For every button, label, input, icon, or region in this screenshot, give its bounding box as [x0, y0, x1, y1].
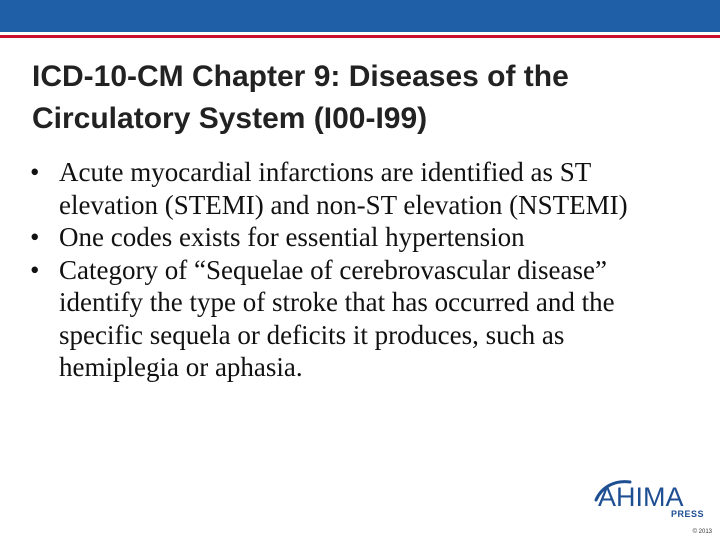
copyright-notice: © 2013	[692, 529, 712, 535]
bullet-text: One codes exists for essential hypertension	[59, 222, 525, 252]
accent-stripe	[0, 35, 720, 38]
bullet-list	[30, 156, 690, 384]
ahima-press-logo	[598, 478, 708, 534]
top-banner-bar	[0, 0, 720, 32]
bullet-item	[30, 221, 690, 254]
bullet-marker: •	[30, 222, 40, 252]
bullet-item	[30, 254, 690, 384]
bullet-text: Acute myocardial infarctions are identified as ST elevation (STEMI) and non-ST elevation (NSTEMI)	[59, 157, 628, 220]
bullet-text: Category of “Sequelae of cerebrovascular disease” identify the type of stroke that has occurred and the specific sequela or deficits it produces, such as hemiplegia or aphasia.	[59, 254, 615, 382]
logo-subtext: PRESS	[670, 509, 704, 519]
bullet-marker: •	[30, 254, 40, 285]
bullet-item	[30, 156, 690, 221]
slide-title: ICD-10-CM Chapter 9: Diseases of the Circulatory System (I00-I99)	[32, 60, 569, 135]
bullet-marker: •	[30, 157, 40, 187]
logo-wordmark: AHIMA	[598, 482, 684, 512]
